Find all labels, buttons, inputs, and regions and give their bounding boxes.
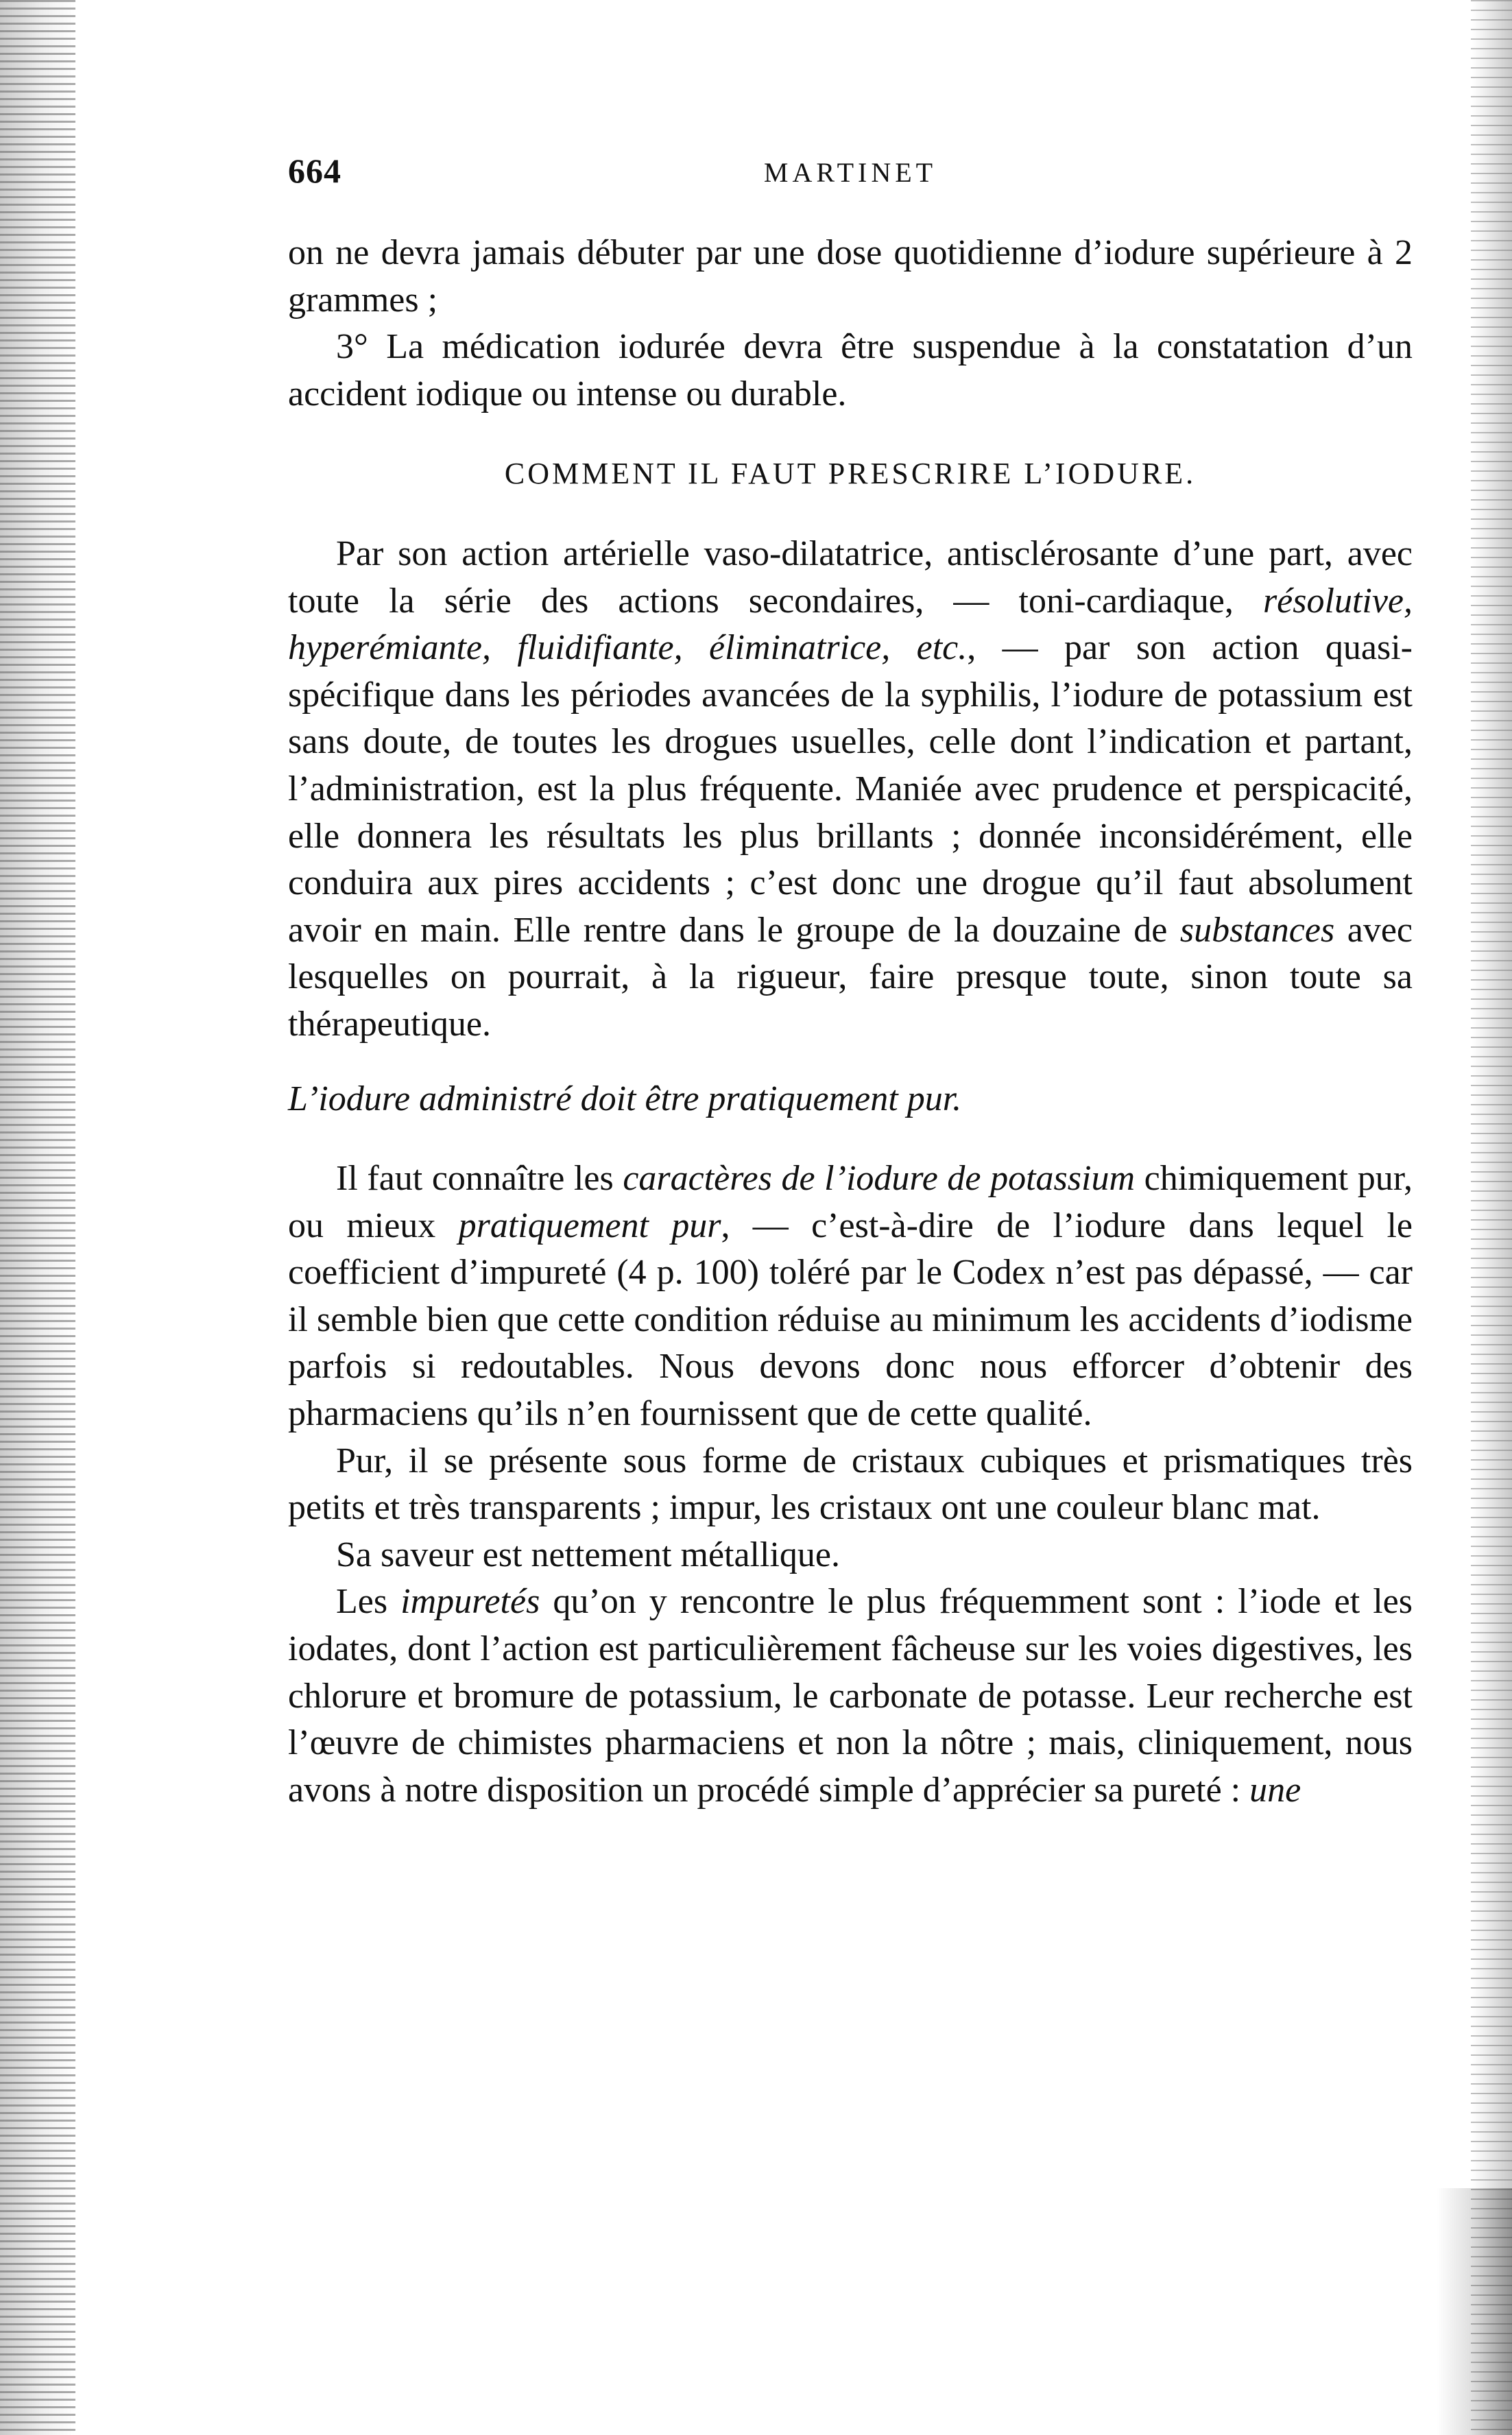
paragraph-5: Pur, il se présente sous forme de cristaux cubiques et prismatiques très petits et très transparents ; impur, les cristaux ont une couleur blanc mat. [288,1441,1413,1528]
paragraph-6: Sa saveur est nettement métallique. [336,1535,840,1574]
page-edge-right [1471,0,1512,2435]
paragraph-3-text-a: Par son action artérielle vaso-dilatatrice, antisclérosante d’une part, avec toute la série des actions secondaires, — toni-cardiaque, [288,533,1413,621]
paragraph-7 [288,1579,1413,1814]
paragraph-3-text-e: avec lesquelles on pourrait, à la rigueur, faire presque toute, sinon toute sa thérapeutique. [288,910,1413,1044]
paragraph-3 [288,531,1413,1048]
page-edge-left [0,0,75,2435]
spacer [288,418,1413,451]
italic-subheading: L’iodure administré doit être pratiquement pur. [288,1079,962,1118]
paragraph-4-text-a: Il faut connaître les [336,1159,623,1199]
spacer [288,498,1413,531]
paragraph-3-text-c: , — par son action quasi-spécifique dans les périodes avancées de la syphilis, l’iodure de potassium est sans doute, de toutes les drogues usuelles, celle dont l’indication et partant, l’administration, est la plus fréquente. Maniée avec prudence et perspicacité, elle donnera les résultats les plus brillants ; donnée inconsidérément, elle conduira aux pires accidents ; c’est donc une drogue qu’il faut absolument avoir en main. Elle rentre dans le groupe de la douzaine de [288,628,1413,950]
paragraph-3-italic-b: résolutive, hyperémiante, fluidifiante, éliminatrice, etc. [288,581,1413,668]
section-heading: COMMENT IL FAUT PRESCRIRE L’IODURE. [504,457,1197,491]
paragraph-7-italic-b: impuretés [400,1582,540,1622]
paragraph-1: on ne devra jamais débuter par une dose quotidienne d’iodure supérieure à 2 grammes ; [288,233,1413,320]
page-body [288,230,1413,1814]
page-header [288,151,1413,192]
spacer [288,1048,1413,1076]
paragraph-4-italic-d: pratiquement pur [458,1205,721,1245]
spacer [288,1123,1413,1155]
paragraph-4-text-c: chimiquement pur, ou mieux [288,1159,1413,1245]
page-edge-shadow [1437,2188,1512,2435]
page-number: 664 [288,152,341,190]
paragraph-4 [288,1155,1413,1438]
paragraph-7-text-a: Les [336,1582,401,1622]
running-head: MARTINET [763,157,937,188]
paragraph-7-text-c: qu’on y rencontre le plus fréquemment sont : l’iode et les iodates, dont l’action est particulièrement fâcheuse sur les voies digestives, les chlorure et bromure de potassium, le carbonate de potasse. Leur recherche est l’œuvre de chimistes pharmaciens et non la nôtre ; mais, cliniquement, nous avons à notre disposition un procédé simple d’apprécier sa pureté : [288,1582,1413,1810]
paragraph-4-italic-b: caractères de l’iodure de potassium [623,1159,1136,1199]
paragraph-7-italic-d: une [1249,1770,1301,1810]
paragraph-2: 3° La médication iodurée devra être suspendue à la constatation d’un accident iodique ou intense ou durable. [288,327,1413,413]
paragraph-4-text-e: , — c’est-à-dire de l’iodure dans lequel le coefficient d’impureté (4 p. 100) toléré par le Codex n’est pas dépassé, — car il semble bien que cette condition réduise au minimum les accidents d’iodisme parfois si redoutables. Nous devons donc nous efforcer d’obtenir des pharmaciens qu’ils n’en fournissent que de cette qualité. [288,1205,1413,1434]
paragraph-3-italic-d: substances [1179,910,1335,950]
